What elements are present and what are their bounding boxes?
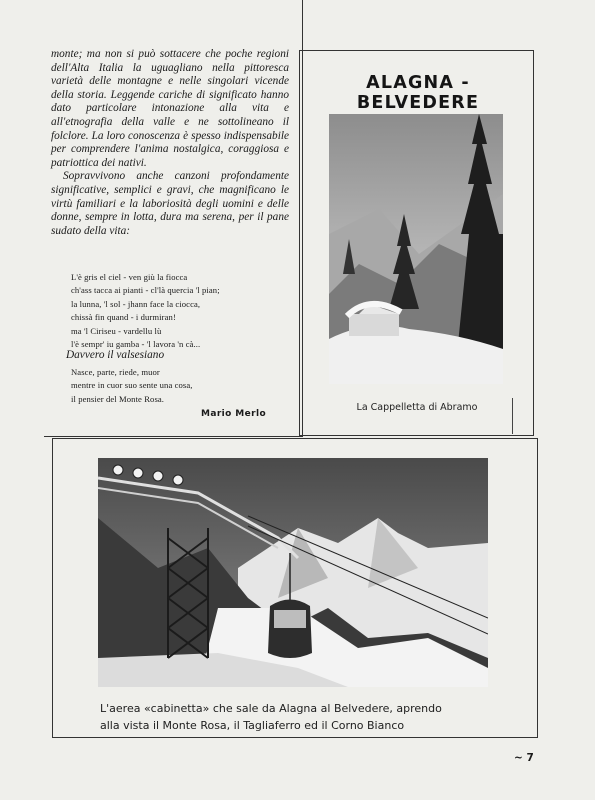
song-refrain: Davvero il valsesiano bbox=[66, 349, 165, 361]
verse-line: il pensier del Monte Rosa. bbox=[71, 393, 165, 404]
verse-line: mentre in cuor suo sente una cosa, bbox=[71, 380, 193, 391]
frame-tick-mark bbox=[512, 398, 513, 434]
page-number: ~ 7 bbox=[514, 752, 534, 764]
song-verse-1 bbox=[71, 271, 220, 351]
cableway-photo-image bbox=[98, 458, 488, 687]
verse-line: l'è sempr' iu gamba - 'l lavora 'n cà... bbox=[71, 339, 201, 350]
verse-line: chissà fin quand - i durmiran! bbox=[71, 312, 176, 323]
verse-line: L'è gris el ciel - ven giù la fiocca bbox=[71, 272, 188, 282]
verse-line: ma 'l Ciriseu - vardellu lù bbox=[71, 325, 162, 336]
article-body bbox=[51, 48, 289, 238]
cableway-photo bbox=[98, 458, 488, 687]
article-paragraph-1: monte; ma non si può sottacere che poche regioni dell'Alta Italia la uguagliano nella pittoresca varietà delle montagne e nelle singolari vicende della storia. Leggende cariche di significato hanno dato particolare intonazione alla vita e all'etnografia della valle e ne sottolineano il folclore. La loro conoscenza è spesso indispensabile per comprendere l'anima nostalgica, coraggiosa e patriottica dei nativi. bbox=[51, 48, 289, 169]
cableway-photo-caption bbox=[100, 700, 490, 734]
chapel-photo-image bbox=[329, 114, 503, 384]
verse-line: ch'ass tacca ai pianti - cl'là quercia 'l pian; bbox=[71, 285, 220, 296]
verse-line: Nasce, parte, riede, muor bbox=[71, 367, 160, 377]
chapel-photo bbox=[329, 114, 503, 384]
verse-line: la lunna, 'l sol - jhann face la ciocca, bbox=[71, 298, 201, 309]
chapel-photo-caption: La Cappelletta di Abramo bbox=[356, 402, 478, 413]
song-verse-2 bbox=[71, 366, 193, 406]
page-headline: ALAGNA - BELVEDERE bbox=[356, 73, 480, 113]
author-signature: Mario Merlo bbox=[201, 409, 267, 419]
caption-line-2: alla vista il Monte Rosa, il Tagliaferro ed il Corno Bianco bbox=[100, 719, 405, 732]
caption-line-1: L'aerea «cabinetta» che sale da Alagna al Belvedere, aprendo bbox=[100, 702, 442, 715]
article-paragraph-2: Sopravvivono anche canzoni profondamente significative, semplici e gravi, che magnificano le virtù familiari e la laboriosità degli uomini e delle donne, sempre in lotta, dura ma serena, per il pane sudato della vita: bbox=[51, 170, 289, 237]
